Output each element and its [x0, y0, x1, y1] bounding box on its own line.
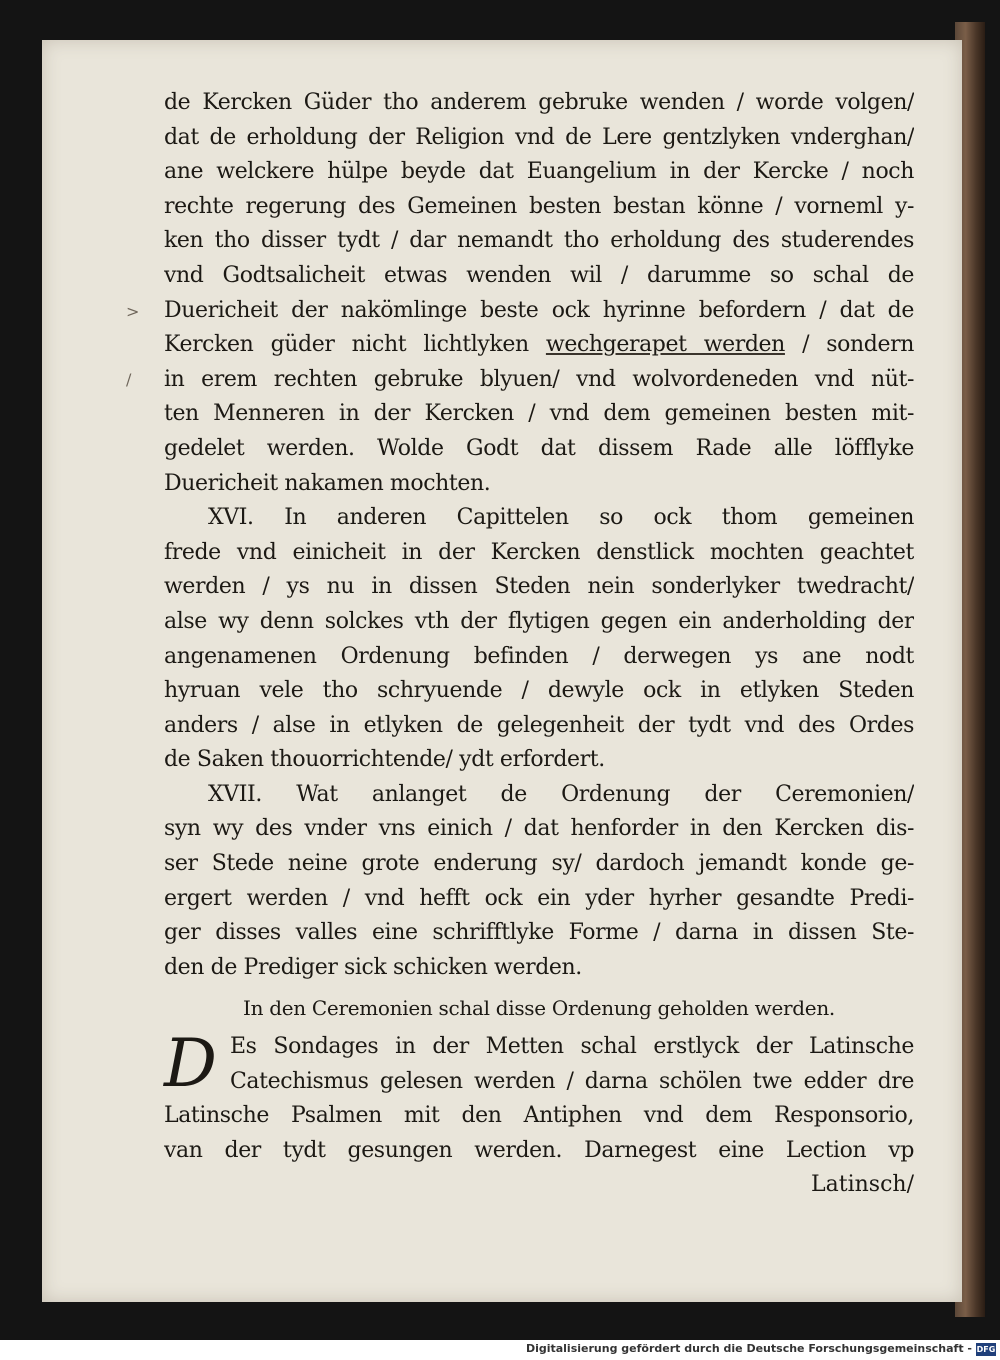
catchword: Latinsch/ — [811, 1172, 914, 1198]
text-line: Latinsche Psalmen mit den Antiphen vnd dem Responsorio, — [164, 1103, 914, 1129]
text-line: gedelet werden. Wolde Godt dat dissem Rade alle löfflyke — [164, 435, 914, 461]
text-line: ane welckere hülpe beyde dat Euangelium in der Kercke / noch — [164, 159, 914, 185]
initial-paragraph — [164, 1025, 914, 1168]
text-line: hyruan vele tho schryuende / dewyle ock in etlyken Steden — [164, 678, 914, 704]
text-line: ten Menneren in der Kercken / vnd dem gemeinen besten mit- — [164, 401, 914, 427]
margin-mark: / — [126, 370, 132, 389]
text-line: ken tho disser tydt / dar nemandt tho erholdung des studerendes — [164, 228, 914, 254]
text-line: vnd Godtsalicheit etwas wenden wil / darumme so schal de — [164, 262, 914, 288]
text-line: syn wy des vnder vns einich / dat henforder in den Kercken dis- — [164, 816, 914, 842]
dfg-logo: DFG — [976, 1345, 996, 1354]
drop-cap-initial: D — [164, 1025, 217, 1103]
text-line-underlined — [164, 328, 914, 363]
footer-bar — [0, 1340, 1000, 1360]
text-line: anders / alse in etlyken de gelegenheit der tydt vnd des Ordes — [164, 712, 914, 738]
page-text — [164, 86, 914, 1203]
text-line: ser Stede neine grote enderung sy/ dardoch jemandt konde ge- — [164, 851, 914, 877]
text-line: angenamenen Ordenung befinden / derwegen ys ane nodt — [164, 643, 914, 669]
funding-credit: Digitalisierung gefördert durch die Deutsche Forschungsgemeinschaft - — [525, 1342, 972, 1355]
section-heading-line: XVII. Wat anlanget de Ordenung der Ceremonien/ — [208, 781, 914, 807]
text-line: den de Prediger sick schicken werden. — [164, 954, 582, 980]
underlined-phrase: wechgerapet werden — [545, 332, 785, 358]
text-line: Duericheit der nakömlinge beste ock hyrinne befordern / dat de — [164, 297, 914, 323]
text-line: de Saken thouorrichtende/ ydt erfordert. — [164, 747, 605, 773]
text-line: frede vnd einicheit in der Kercken denstlick mochten geachtet — [164, 539, 914, 565]
text-line: alse wy denn solckes vth der flytigen gegen ein anderholding der — [164, 608, 914, 634]
margin-mark: > — [126, 302, 140, 321]
text-line: ger disses valles eine schrifftlyke Forme / darna in dissen Ste- — [164, 920, 914, 946]
text-line: van der tydt gesungen werden. Darnegest eine Lection vp — [164, 1137, 914, 1163]
ceremony-caption: In den Ceremonien schal disse Ordenung geholden werden. — [243, 996, 835, 1021]
text-fragment: / sondern — [784, 332, 914, 358]
text-fragment: Kercken güder nicht lichtlyken — [164, 332, 546, 358]
document-page — [42, 40, 962, 1302]
text-line: dat de erholdung der Religion vnd de Lere gentzlyken vnderghan/ — [164, 124, 914, 150]
text-line: ergert werden / vnd hefft ock ein yder hyrher gesandte Predi- — [164, 885, 914, 911]
text-line: rechte regerung des Gemeinen besten bestan könne / vorneml y- — [164, 193, 914, 219]
section-heading-line: XVI. In anderen Capittelen so ock thom gemeinen — [208, 505, 914, 531]
text-line: in erem rechten gebruke blyuen/ vnd wolvordeneden vnd nüt- — [164, 366, 914, 392]
text-line: de Kercken Güder tho anderem gebruke wenden / worde volgen/ — [164, 90, 914, 115]
text-line: werden / ys nu in dissen Steden nein sonderlyker twedracht/ — [164, 574, 914, 600]
text-line: Duericheit nakamen mochten. — [164, 470, 491, 496]
text-line: Es Sondages in der Metten schal erstlyck der Latinsche — [230, 1034, 914, 1060]
text-line: Catechismus gelesen werden / darna schölen twe edder dre — [230, 1068, 914, 1094]
